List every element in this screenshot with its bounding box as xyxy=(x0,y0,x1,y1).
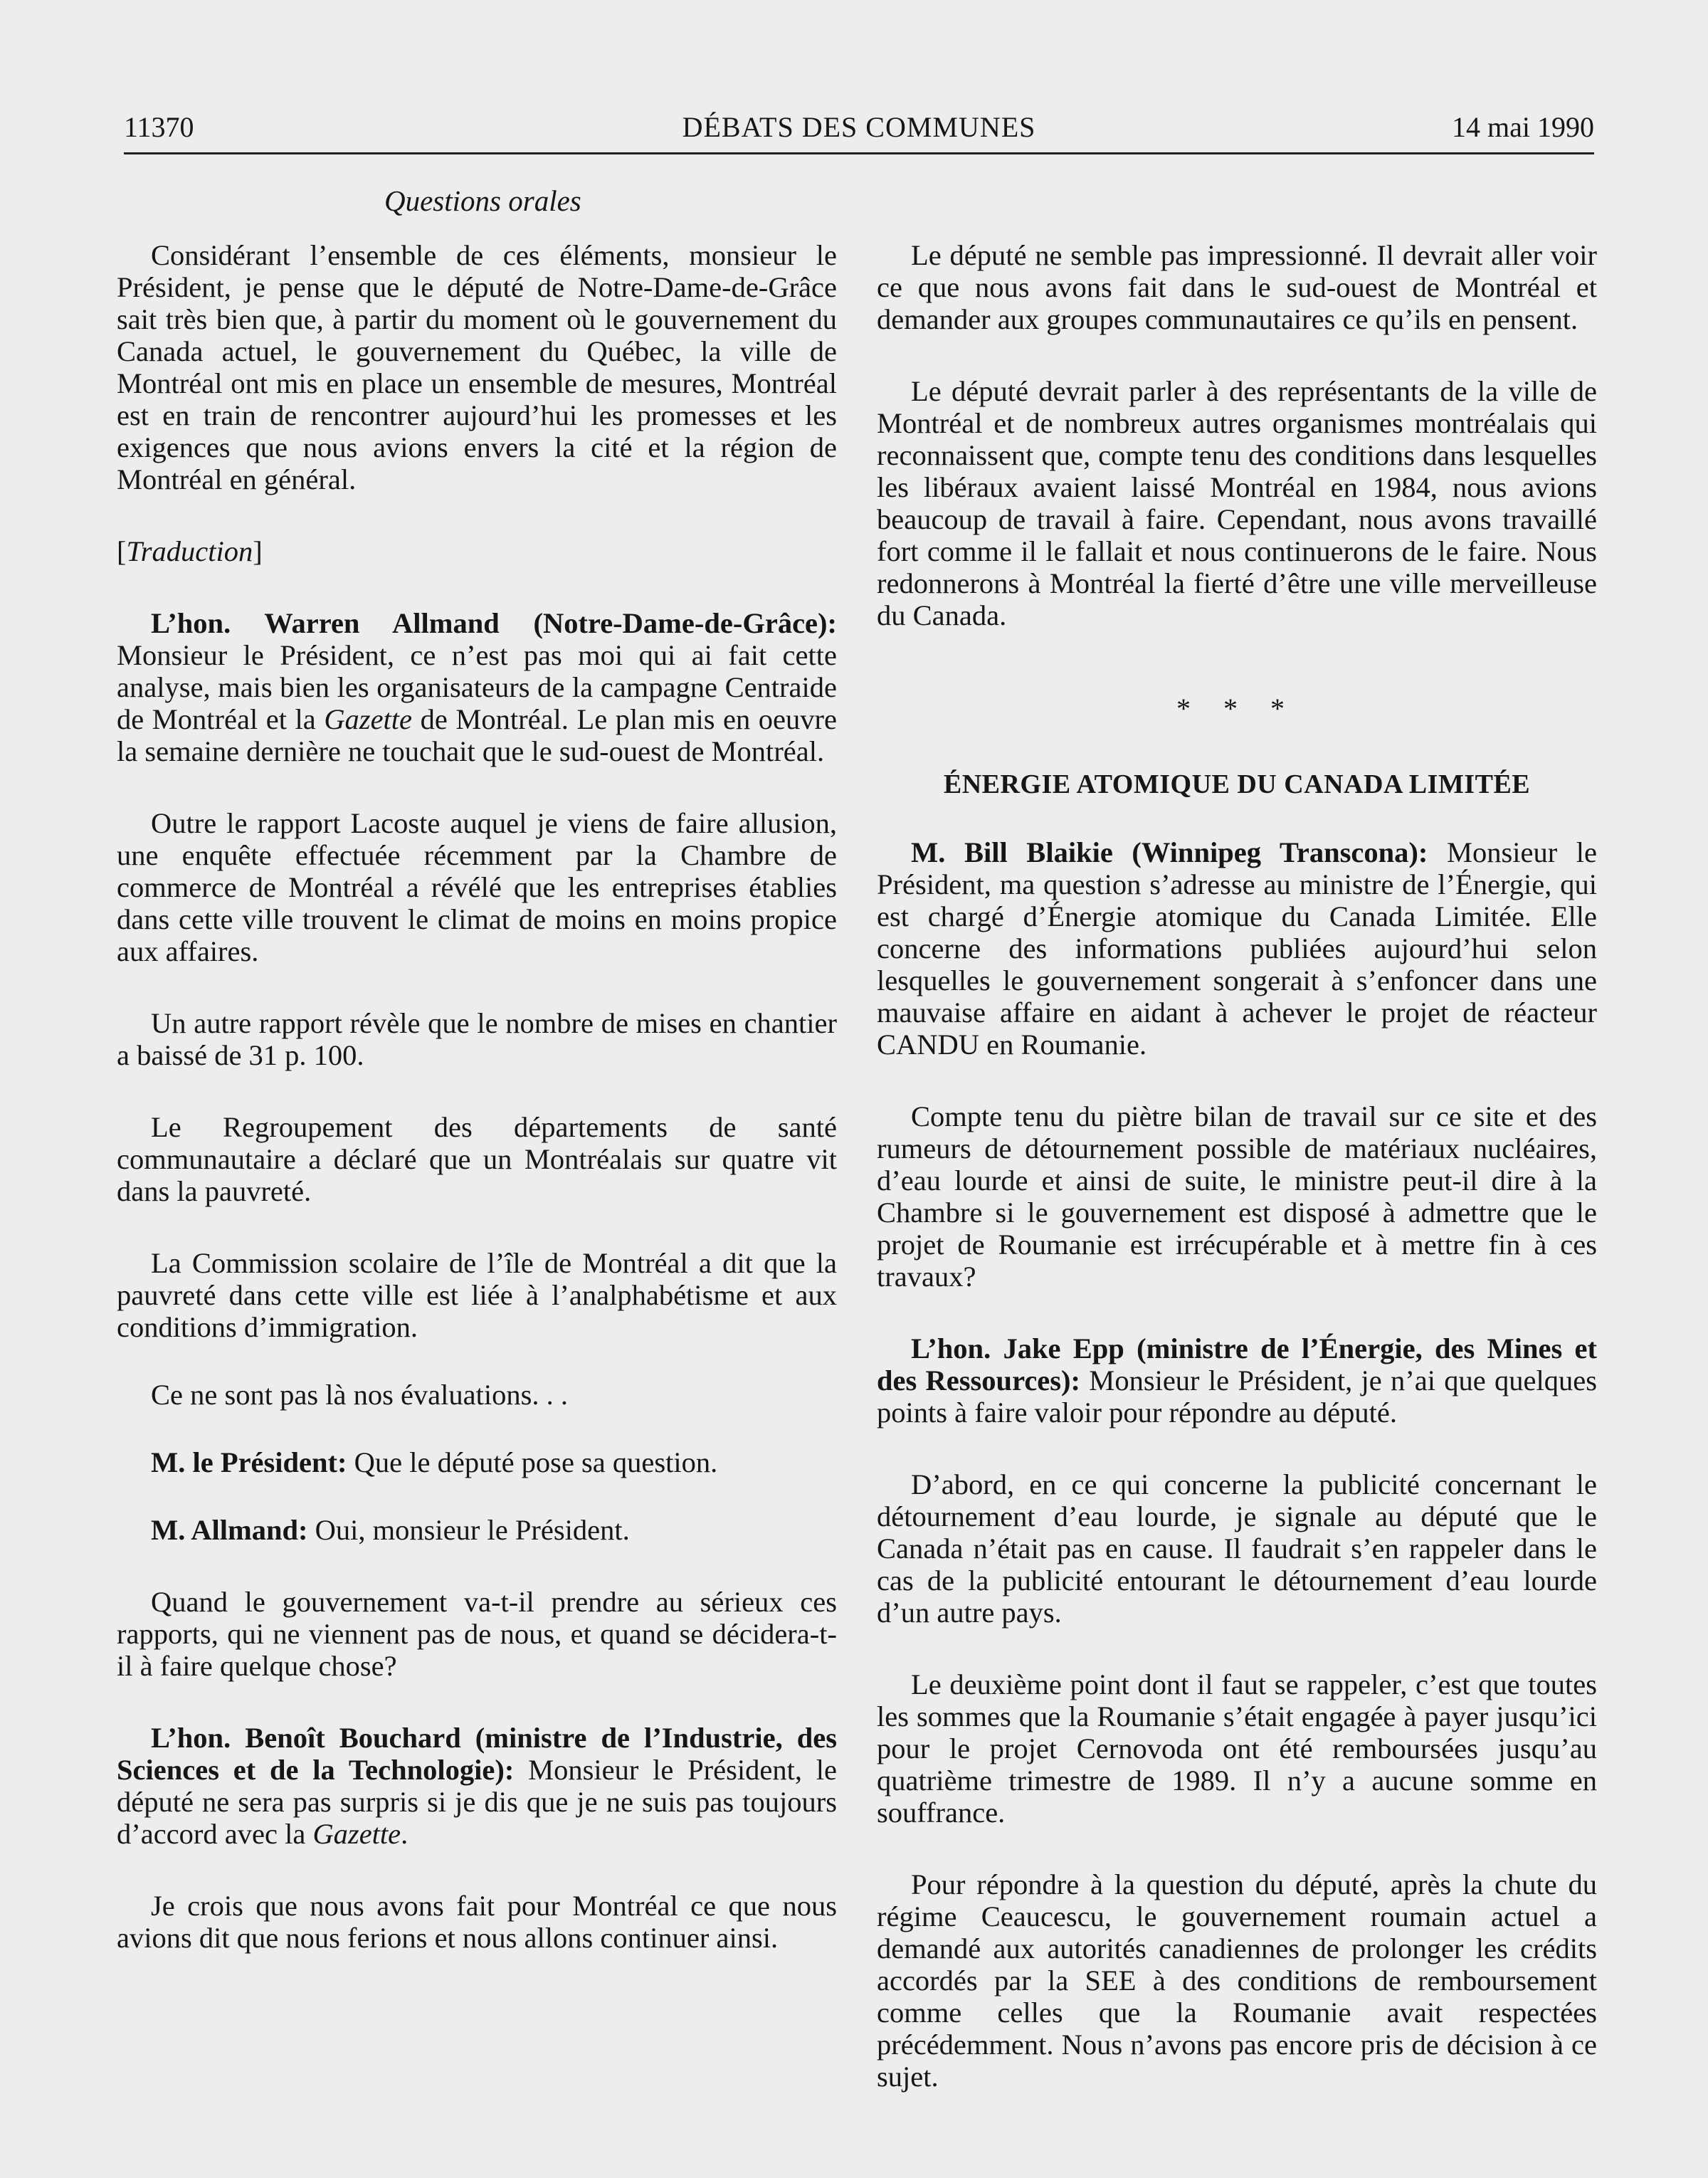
speech-text: Monsieur le Président, ce n’est pas moi qui ai fait cette analyse, mais bien les organisateurs de la campagne Centraide de Montréal et la xyxy=(117,639,837,735)
newspaper-title: Gazette xyxy=(312,1818,401,1850)
right-column xyxy=(877,239,1597,2093)
page-number: 11370 xyxy=(124,111,194,143)
paragraph: Pour répondre à la question du député, après la chute du régime Ceaucescu, le gouvernement roumain actuel a demandé aux autorités canadiennes de prolonger les crédits accordés par la SEE à des conditions de remboursement comme celles que la Roumanie avait respectées précédemment. Nous n’avons pas encore pris de décision à ce sujet. xyxy=(877,1868,1597,2093)
speech-text: Monsieur le Président, ma question s’adresse au ministre de l’Énergie, qui est chargé d’Énergie atomique du Canada Limitée. Elle concerne des informations publiées aujourd’hui selon lesquelles le gouvernement songerait à s’enfoncer dans une mauvaise affaire en aidant à achever le projet de réacteur CANDU en Roumanie. xyxy=(877,836,1597,1061)
speaker-name: L’hon. Warren Allmand (Notre-Dame-de-Grâce): xyxy=(151,607,837,639)
publication-date: 14 mai 1990 xyxy=(1452,111,1594,143)
speaker-name: M. Bill Blaikie (Winnipeg Transcona): xyxy=(911,836,1428,868)
speech-paragraph xyxy=(117,1722,837,1850)
speech-text: Oui, monsieur le Président. xyxy=(307,1514,630,1546)
paragraph: Je crois que nous avons fait pour Montréal ce que nous avions dit que nous ferions et nous allons continuer ainsi. xyxy=(117,1890,837,1954)
paragraph: Le Regroupement des départements de santé communautaire a déclaré que un Montréalais sur quatre vit dans la pauvreté. xyxy=(117,1111,837,1207)
paragraph: D’abord, en ce qui concerne la publicité concernant le détournement d’eau lourde, je signale au député que le Canada n’était pas en cause. Il faudrait s’en rappeler dans le cas de la publicité entourant le détournement d’eau lourde d’un autre pays. xyxy=(877,1468,1597,1629)
paragraph: Outre le rapport Lacoste auquel je viens de faire allusion, une enquête effectuée récemment par la Chambre de commerce de Montréal a révélé que les entreprises établies dans cette ville trouvent le climat de moins en moins propice aux affaires. xyxy=(117,807,837,967)
paragraph: Ce ne sont pas là nos évaluations. . . xyxy=(151,1379,569,1411)
newspaper-title: Gazette xyxy=(324,703,413,735)
paragraph: Le deuxième point dont il faut se rappeler, c’est que toutes les sommes que la Roumanie s’était engagée à payer jusqu’ici pour le projet Cernovoda ont été remboursées jusqu’au quatrième trimestre de 1989. Il n’y a aucune somme en souffrance. xyxy=(877,1668,1597,1829)
bracket: ] xyxy=(253,535,263,567)
speaker-name: M. Allmand: xyxy=(151,1514,308,1546)
bracket: [ xyxy=(117,535,127,567)
speech-paragraph xyxy=(117,1514,837,1546)
paragraph: Le député ne semble pas impressionné. Il devrait aller voir ce que nous avons fait dans le sud-ouest de Montréal et demander aux groupes communautaires ce qu’ils en pensent. xyxy=(877,239,1597,335)
speech-text: Monsieur le Président, je n’ai que quelques points à faire valoir pour répondre au député. xyxy=(877,1364,1598,1429)
speaker-name: M. le Président: xyxy=(151,1446,347,1478)
paragraph: Quand le gouvernement va-t-il prendre au sérieux ces rapports, qui ne viennent pas de nous, et quand se décidera-t-il à faire quelque chose? xyxy=(117,1586,837,1682)
speech-text: Monsieur le Président, le député ne sera pas surpris si je dis que je ne suis pas toujours d’accord avec la xyxy=(117,1754,837,1850)
speaker-name: L’hon. Benoît Bouchard (ministre de l’Industrie, des Sciences et de la Technologie): xyxy=(117,1722,837,1786)
paragraph: Compte tenu du piètre bilan de travail sur ce site et des rumeurs de détournement possible de matériaux nucléaires, d’eau lourde et ainsi de suite, le ministre peut-il dire à la Chambre si le gouvernement est disposé à admettre que le projet de Roumanie est irrécupérable et à mettre fin à ces travaux? xyxy=(877,1100,1597,1293)
speech-paragraph xyxy=(877,1332,1597,1429)
traduction-label: Traduction xyxy=(126,535,253,567)
speech-text: . xyxy=(401,1818,408,1850)
traduction-note xyxy=(117,535,837,567)
paragraph: Considérant l’ensemble de ces éléments, monsieur le Président, je pense que le député de Notre-Dame-de-Grâce sait très bien que, à partir du moment où le gouvernement du Canada actuel, le gouvernement du Québec, la ville de Montréal ont mis en place un ensemble de mesures, Montréal est en train de rencontrer aujourd’hui les promesses et les exigences que nous avions envers la cité et la région de Montréal en général. xyxy=(117,239,837,495)
left-column xyxy=(117,239,837,1954)
speech-paragraph xyxy=(117,607,837,767)
speech-paragraph xyxy=(117,1446,837,1478)
section-separator: * * * xyxy=(1176,693,1297,725)
section-heading: ÉNERGIE ATOMIQUE DU CANADA LIMITÉE xyxy=(943,769,1531,799)
paragraph: Le député devrait parler à des représentants de la ville de Montréal et de nombreux autres organismes montréalais qui reconnaissent que, compte tenu des conditions dans lesquelles les libéraux avaient laissé Montréal en 1984, nous avions beaucoup de travail à faire. Cependant, nous avons travaillé fort comme il le fallait et nous continuerons de le faire. Nous redonnerons à Montréal la fierté d’être une ville merveilleuse du Canada. xyxy=(877,375,1597,631)
speech-paragraph xyxy=(877,836,1597,1061)
speech-text: de Montréal. Le plan mis en oeuvre la semaine dernière ne touchait que le sud-ouest de Montréal. xyxy=(117,703,837,767)
paragraph: La Commission scolaire de l’île de Montréal a dit que la pauvreté dans cette ville est liée à l’analphabétisme et aux conditions d’immigration. xyxy=(117,1247,837,1343)
section-label: Questions orales xyxy=(384,184,581,217)
speech-text: Que le député pose sa question. xyxy=(347,1446,718,1478)
page-header xyxy=(124,107,1594,154)
speaker-name: L’hon. Jake Epp (ministre de l’Énergie, des Mines et des Ressources): xyxy=(877,1332,1597,1396)
publication-title: DÉBATS DES COMMUNES xyxy=(682,111,1036,143)
paragraph: Un autre rapport révèle que le nombre de mises en chantier a baissé de 31 p. 100. xyxy=(117,1007,837,1071)
